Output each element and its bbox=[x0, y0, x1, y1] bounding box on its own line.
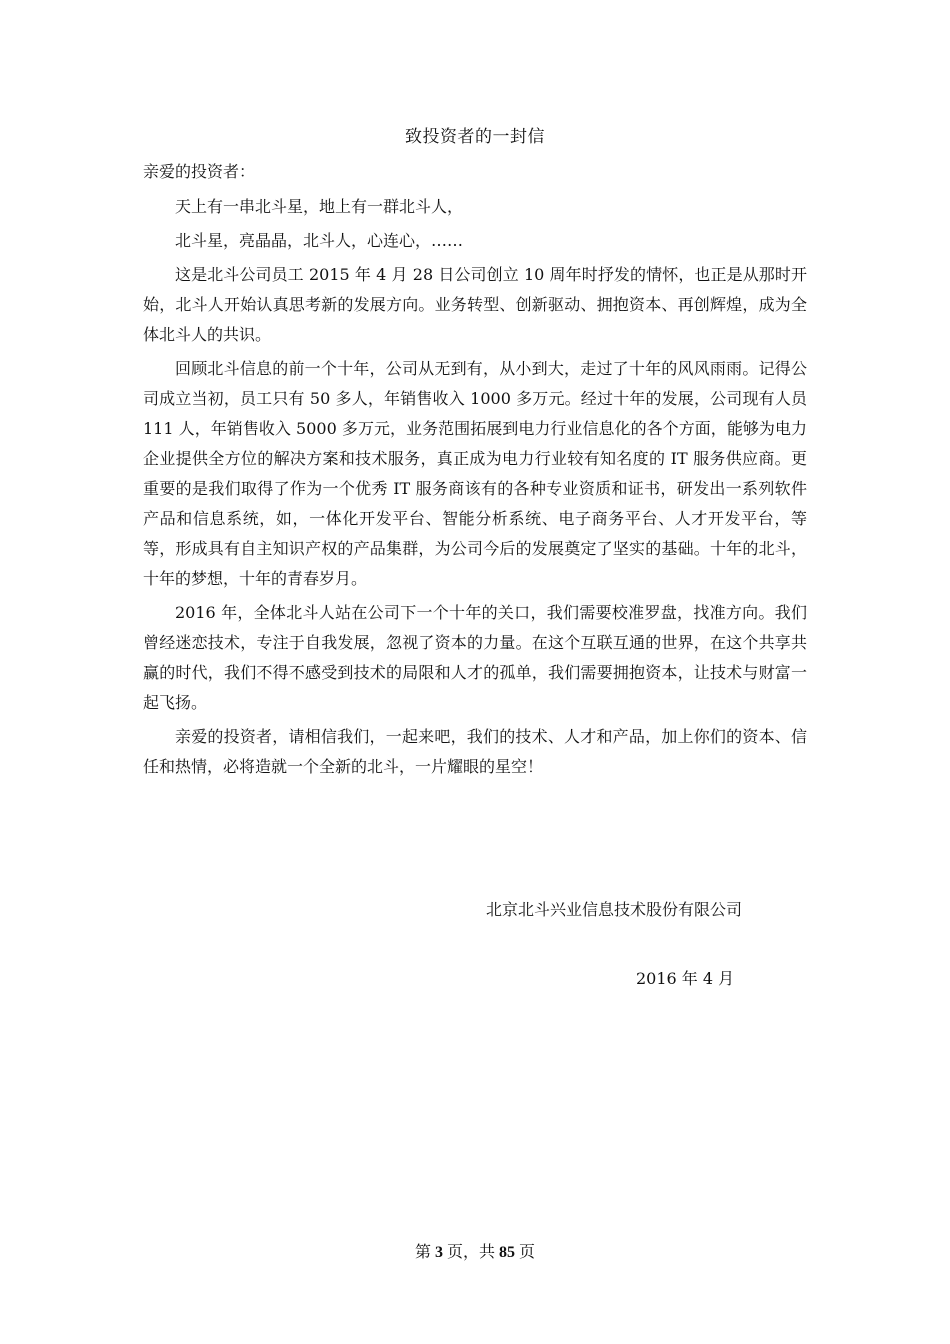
letter-paragraph-6: 亲爱的投资者，请相信我们，一起来吧，我们的技术、人才和产品，加上你们的资本、信任和热情，必将造就一个全新的北斗，一片耀眼的星空！ bbox=[143, 727, 807, 776]
footer-current-page: 3 bbox=[434, 1244, 443, 1261]
page-footer bbox=[0, 1240, 950, 1266]
letter-paragraph-3: 这是北斗公司员工 2015 年 4 月 28 日公司创立 10 周年时抒发的情怀，也正是从那时开始，北斗人开始认真思考新的发展方向。业务转型、创新驱动、拥抱资本、再创辉煌，成为全体北斗人的共识。 bbox=[143, 265, 807, 344]
letter-paragraph-5: 2016 年，全体北斗人站在公司下一个十年的关口，我们需要校准罗盘，找准方向。我们曾经迷恋技术，专注于自我发展，忽视了资本的力量。在这个互联互通的世界，在这个共享共赢的时代，我们不得不感受到技术的局限和人才的孤单，我们需要拥抱资本，让技术与财富一起飞扬。 bbox=[143, 603, 807, 712]
letter-date: 2016 年 4 月 bbox=[636, 969, 735, 988]
footer-total-pages: 85 bbox=[499, 1244, 515, 1261]
footer-suffix: 页 bbox=[515, 1244, 536, 1261]
letter-signature: 北京北斗兴业信息技术股份有限公司 bbox=[486, 900, 743, 919]
letter-paragraph-1: 天上有一串北斗星，地上有一群北斗人， bbox=[175, 197, 464, 216]
letter-paragraph-4: 回顾北斗信息的前一个十年，公司从无到有，从小到大，走过了十年的风风雨雨。记得公司成立当初，员工只有 50 多人，年销售收入 1000 多万元。经过十年的发展，公司现有人员 111 人，年销售收入 5000 多万元，业务范围拓展到电力行业信息化的各个方面，能够为电力企业提供全方位的解决方案和技术服务，真正成为电力行业较有知名度的 IT 服务供应商。更重要的是我们取得了作为一个优秀 IT 服务商该有的各种专业资质和证书，研发出一系列软件产品和信息系统，如，一体化开发平台、智能分析系统、电子商务平台、人才开发平台，等等，形成具有自主知识产权的产品集群，为公司今后的发展奠定了坚实的基础。十年的北斗，十年的梦想，十年的青春岁月。 bbox=[143, 359, 807, 588]
footer-middle: 页，共 bbox=[442, 1244, 499, 1261]
footer-prefix: 第 bbox=[414, 1244, 435, 1261]
letter-salutation: 亲爱的投资者： bbox=[143, 162, 256, 181]
letter-body bbox=[143, 192, 807, 786]
letter-title: 致投资者的一封信 bbox=[405, 127, 545, 147]
letter-paragraph-2: 北斗星，亮晶晶，北斗人，心连心，…… bbox=[175, 231, 464, 250]
